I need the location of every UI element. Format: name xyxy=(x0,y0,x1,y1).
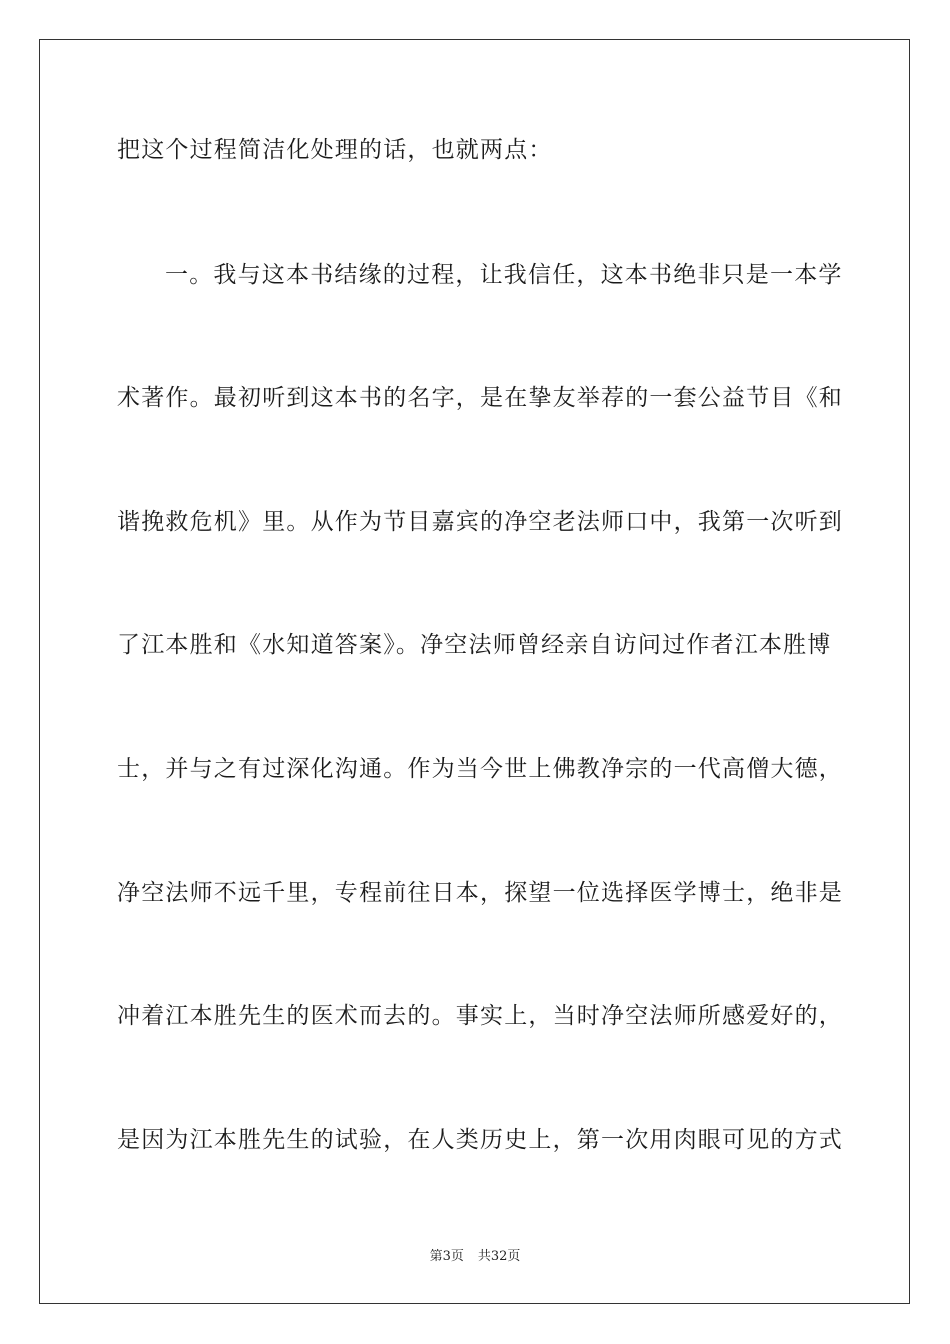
paragraph-line: 冲着江本胜先生的医术而去的。事实上，当时净空法师所感爱好的， xyxy=(117,1003,843,1029)
paragraph-line: 是因为江本胜先生的试验，在人类历史上，第一次用肉眼可见的方式 xyxy=(117,1127,843,1153)
page-footer xyxy=(0,1248,950,1266)
paragraph-line: 净空法师不远千里，专程前往日本，探望一位选择医学博士，绝非是 xyxy=(117,880,843,906)
paragraph-line: 谐挽救危机》里。从作为节目嘉宾的净空老法师口中，我第一次听到 xyxy=(117,509,843,535)
paragraph-line: 术著作。最初听到这本书的名字，是在挚友举荐的一套公益节目《和 xyxy=(117,385,843,411)
paragraph-line: 把这个过程简洁化处理的话，也就两点： xyxy=(117,137,553,163)
paragraph-line: 一。我与这本书结缘的过程，让我信任，这本书绝非只是一本学 xyxy=(165,262,843,288)
page-total: 共32页 xyxy=(477,1249,521,1264)
page-border xyxy=(39,39,910,1304)
paragraph-line: 了江本胜和《水知道答案》。净空法师曾经亲自访问过作者江本胜博 xyxy=(117,632,832,658)
page-number: 第3页 xyxy=(429,1249,464,1264)
paragraph-line: 士，并与之有过深化沟通。作为当今世上佛教净宗的一代高僧大德， xyxy=(117,756,843,782)
